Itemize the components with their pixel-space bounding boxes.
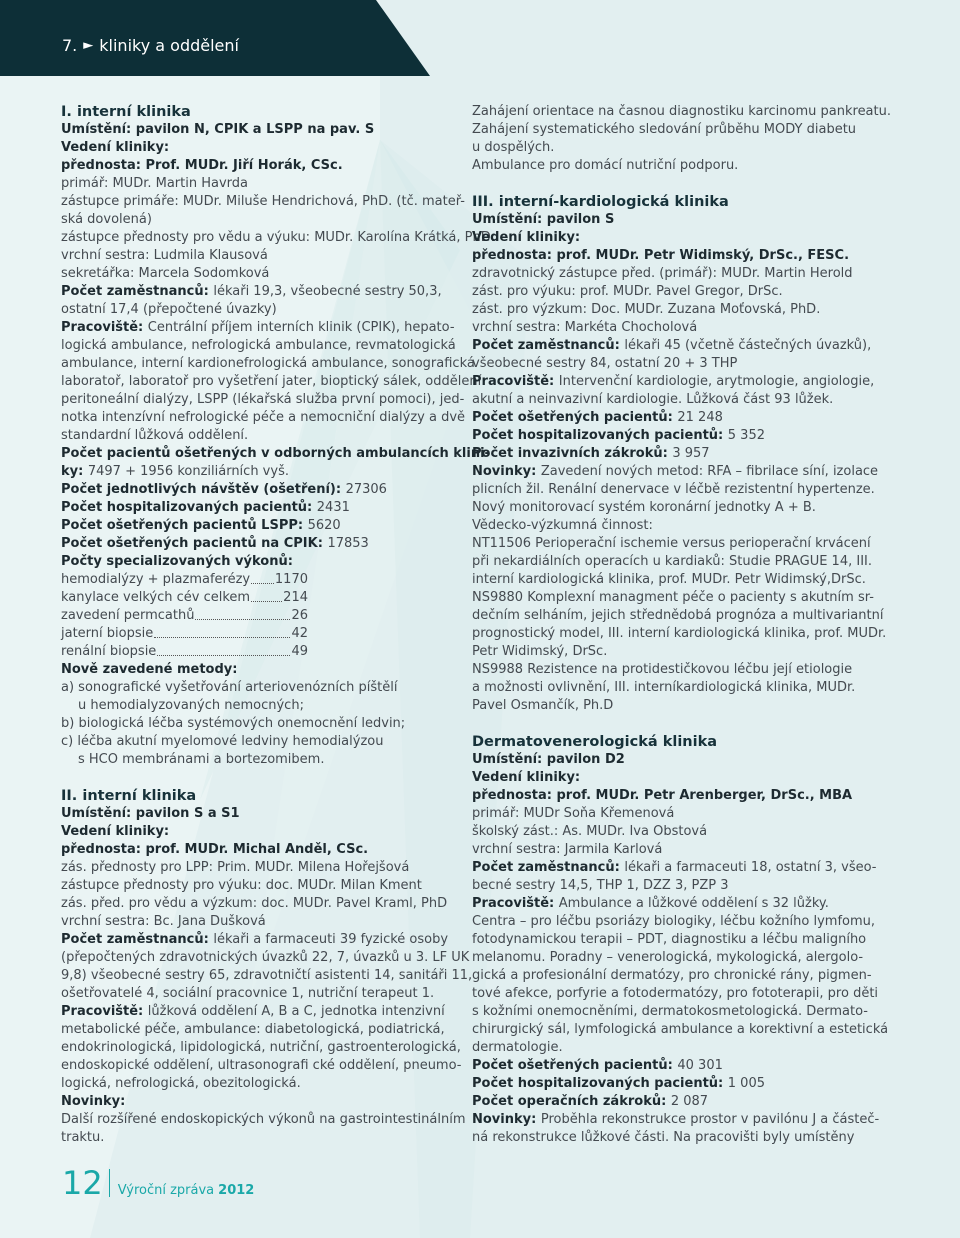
body-text: dermatologie. bbox=[472, 1040, 563, 1055]
text-line bbox=[472, 391, 867, 409]
bold-label: přednosta: prof. MUDr. Petr Widimský, DrSc., FESC. bbox=[472, 248, 850, 263]
body-text: fotodynamickou terapii – PDT, diagnostiku a léčbu maligního bbox=[472, 932, 867, 947]
text-line bbox=[472, 751, 867, 769]
body-text: primář: MUDr. Martin Havrda bbox=[61, 176, 249, 191]
text-line bbox=[61, 1129, 456, 1147]
procedure-row bbox=[61, 643, 308, 661]
bold-label: Počet ošetřených pacientů: bbox=[472, 410, 678, 425]
body-text: Petr Widimský, DrSc. bbox=[472, 644, 608, 659]
text-line bbox=[61, 931, 456, 949]
body-text: ostatní 17,4 (přepočtené úvazky) bbox=[61, 302, 277, 317]
bold-label: Vedení kliniky: bbox=[472, 770, 581, 785]
body-text: zás. před. pro vědu a výzkum: doc. MUDr. Pavel Kraml, PhD bbox=[61, 896, 448, 911]
text-line bbox=[61, 373, 482, 391]
text-line bbox=[472, 967, 872, 985]
text-line bbox=[61, 193, 465, 211]
text-line bbox=[61, 337, 456, 355]
procedure-value: 1170 bbox=[274, 572, 308, 587]
text-line bbox=[472, 1021, 889, 1039]
text-line bbox=[472, 283, 867, 301]
bold-label: Umístění: pavilon S bbox=[472, 212, 615, 227]
bold-label: přednosta: prof. MUDr. Michal Anděl, CSc. bbox=[61, 842, 369, 857]
text-line bbox=[472, 841, 867, 859]
text-line bbox=[472, 913, 876, 931]
bold-label: Počet zaměstnanců: bbox=[472, 860, 625, 875]
procedure-row bbox=[61, 571, 308, 589]
body-text: školský zást.: As. MUDr. Iva Obstová bbox=[472, 824, 708, 839]
bold-label: Počet zaměstnanců: bbox=[61, 284, 214, 299]
text-line bbox=[472, 787, 867, 805]
text-line bbox=[61, 805, 456, 823]
bold-label: Počet ošetřených pacientů: bbox=[472, 1058, 678, 1073]
footer-separator bbox=[109, 1169, 110, 1197]
text-line bbox=[61, 481, 456, 499]
bold-label: Novinky: bbox=[472, 1112, 541, 1127]
text-line bbox=[472, 859, 877, 877]
body-text: Nový monitorovací systém koronární jednotky A + B. bbox=[472, 500, 816, 515]
text-line bbox=[61, 895, 456, 913]
body-text: laboratoř, laboratoř pro vyšetření jater, bioptický sálek, oddělení bbox=[61, 374, 482, 389]
body-text: NS9988 Rezistence na protidestičkovou léčbu její etiologie bbox=[472, 662, 853, 677]
text-line bbox=[472, 337, 872, 355]
text-line bbox=[61, 985, 456, 1003]
text-line bbox=[61, 157, 456, 175]
text-line bbox=[61, 355, 475, 373]
body-text: gická a profesionální dermatózy, pro chronické rány, pigmen- bbox=[472, 968, 872, 983]
text-line bbox=[472, 229, 867, 247]
body-text: (přepočtených zdravotnických úvazků 22, 7, úvazků u 3. LF UK bbox=[61, 950, 470, 965]
bold-label: ky: bbox=[61, 464, 88, 479]
text-line bbox=[472, 823, 867, 841]
text-line bbox=[61, 409, 466, 427]
body-text: tové afekce, porfyrie a fotodermatózy, pro fototerapii, pro děti bbox=[472, 986, 879, 1001]
text-line bbox=[61, 1093, 456, 1111]
text-line bbox=[61, 553, 456, 571]
text-line bbox=[61, 175, 456, 193]
text-line bbox=[472, 985, 879, 1003]
procedure-value: 214 bbox=[283, 590, 308, 605]
text-line bbox=[61, 733, 456, 751]
text-line bbox=[61, 823, 456, 841]
section-heading: I. interní klinika bbox=[61, 104, 191, 120]
procedure-row bbox=[61, 625, 308, 643]
body-text: chirurgický sál, lymfologická ambulance a korektivní a estetická bbox=[472, 1022, 889, 1037]
text-line bbox=[472, 535, 871, 553]
procedure-label: zavedení permcathů bbox=[61, 608, 195, 623]
bold-label: Počet zaměstnanců: bbox=[472, 338, 625, 353]
text-line bbox=[472, 1111, 880, 1129]
text-line bbox=[61, 139, 456, 157]
body-text: interní kardiologická klinika, prof. MUDr. Petr Widimský,DrSc. bbox=[472, 572, 866, 587]
bold-label: Počet pacientů ošetřených v odborných ambulancích klini- bbox=[61, 446, 490, 461]
bold-label: Umístění: pavilon S a S1 bbox=[61, 806, 240, 821]
body-text: u dospělých. bbox=[472, 140, 555, 155]
body-text: NS9880 Komplexní managment péče o pacienty s akutním sr- bbox=[472, 590, 874, 605]
bold-label: Počet hospitalizovaných pacientů: bbox=[61, 500, 317, 515]
body-text: plicních žil. Renální denervace v léčbě rezistentní hypertenze. bbox=[472, 482, 875, 497]
text-line bbox=[472, 1129, 867, 1147]
text-line bbox=[472, 625, 887, 643]
indented-line bbox=[61, 751, 456, 769]
text-line bbox=[472, 877, 867, 895]
body-text: všeobecné sestry 84, ostatní 20 + 3 THP bbox=[472, 356, 738, 371]
body-text: 17853 bbox=[327, 536, 369, 551]
body-text: ská dovolená) bbox=[61, 212, 152, 227]
arrow-right-icon: ► bbox=[83, 38, 94, 53]
bold-label: Novinky: bbox=[472, 464, 541, 479]
text-line bbox=[61, 517, 456, 535]
body-text: becné sestry 14,5, THP 1, DZZ 3, PZP 3 bbox=[472, 878, 729, 893]
right-column bbox=[472, 103, 891, 1147]
body-text: Zahájení orientace na časnou diagnostiku karcinomu pankreatu. bbox=[472, 104, 891, 119]
text-line bbox=[61, 463, 456, 481]
body-text: zástupce přednosty pro vědu a výuku: MUDr. Karolína Krátká, PhD. bbox=[61, 230, 495, 245]
body-text: logická ambulance, nefrologická ambulance, revmatologická bbox=[61, 338, 456, 353]
body-text: ambulance, interní kardionefrologická ambulance, sonografická bbox=[61, 356, 475, 371]
body-text: primář: MUDr Soňa Křemenová bbox=[472, 806, 675, 821]
section-heading: III. interní-kardiologická klinika bbox=[472, 194, 729, 210]
text-line bbox=[472, 895, 867, 913]
body-text: zdravotnický zástupce před. (primář): MUDr. Martin Herold bbox=[472, 266, 853, 281]
text-line bbox=[61, 247, 456, 265]
left-column bbox=[61, 103, 495, 1147]
footer-year: 2012 bbox=[218, 1183, 255, 1198]
body-text: endoskopické oddělení, ultrasonografi cké oddělení, pneumo- bbox=[61, 1058, 462, 1073]
text-line bbox=[61, 913, 456, 931]
text-line bbox=[472, 319, 867, 337]
body-text: logická, nefrologická, obezitologická. bbox=[61, 1076, 301, 1091]
body-text: 5620 bbox=[307, 518, 341, 533]
body-text: 1 005 bbox=[727, 1076, 765, 1091]
text-line bbox=[61, 715, 456, 733]
text-line bbox=[472, 661, 867, 679]
body-text: zást. pro výuku: prof. MUDr. Pavel Gregor, DrSc. bbox=[472, 284, 783, 299]
body-text: 5 352 bbox=[727, 428, 765, 443]
section-header bbox=[62, 36, 239, 55]
text-line bbox=[472, 265, 867, 283]
body-text: 7497 + 1956 konziliárních vyš. bbox=[87, 464, 289, 479]
text-line bbox=[472, 1039, 867, 1057]
text-line bbox=[472, 481, 875, 499]
body-text: a) sonografické vyšetřování arteriovenózních píštělí bbox=[61, 680, 398, 695]
text-line bbox=[61, 301, 456, 319]
text-line bbox=[472, 517, 867, 535]
body-text: zás. přednosty pro LPP: Prim. MUDr. Milena Hořejšová bbox=[61, 860, 410, 875]
text-line bbox=[472, 1093, 867, 1111]
text-line bbox=[61, 1057, 462, 1075]
text-line bbox=[61, 391, 465, 409]
text-line bbox=[61, 949, 470, 967]
body-text: lékaři a farmaceuti 18, ostatní 3, všeo- bbox=[624, 860, 877, 875]
bold-label: Pracoviště: bbox=[61, 1004, 148, 1019]
body-text: 2431 bbox=[316, 500, 350, 515]
bold-label: Pracoviště: bbox=[472, 374, 559, 389]
text-line bbox=[472, 931, 867, 949]
procedure-label: jaterní biopsie bbox=[61, 626, 154, 641]
procedure-value: 26 bbox=[291, 608, 308, 623]
body-text: Proběhla rekonstrukce prostor v pavilónu J a částeč- bbox=[540, 1112, 880, 1127]
section-heading: II. interní klinika bbox=[61, 788, 197, 804]
body-text: peritoneální dialýzy, LSPP (lékařská služba první pomoci), jed- bbox=[61, 392, 465, 407]
body-text: Centra – pro léčbu psoriázy biologiky, léčbu kožního lymfomu, bbox=[472, 914, 876, 929]
text-line bbox=[61, 427, 456, 445]
text-line bbox=[472, 121, 867, 139]
body-text: standardní lůžková oddělení. bbox=[61, 428, 249, 443]
text-line bbox=[61, 283, 456, 301]
body-text: zástupce primáře: MUDr. Miluše Hendrichová, PhD. (tč. mateř- bbox=[61, 194, 465, 209]
bold-label: Počet ošetřených pacientů LSPP: bbox=[61, 518, 308, 533]
text-line bbox=[472, 1075, 867, 1093]
body-text: melanomu. Poradny – venerologická, mykologická, alergolo- bbox=[472, 950, 864, 965]
dot-leader bbox=[251, 589, 282, 602]
text-line bbox=[472, 1057, 867, 1075]
bold-label: Pracoviště: bbox=[472, 896, 559, 911]
bold-label: Počty specializovaných výkonů: bbox=[61, 554, 293, 569]
bold-label: Vedení kliniky: bbox=[472, 230, 581, 245]
text-line bbox=[61, 1003, 456, 1021]
bold-label: přednosta: prof. MUDr. Petr Arenberger, DrSc., MBA bbox=[472, 788, 853, 803]
bold-label: Nově zavedené metody: bbox=[61, 662, 238, 677]
body-text: vrchní sestra: Markéta Chocholová bbox=[472, 320, 698, 335]
text-line bbox=[61, 265, 456, 283]
text-line bbox=[61, 877, 456, 895]
text-line bbox=[472, 445, 867, 463]
body-text: vrchní sestra: Bc. Jana Dušková bbox=[61, 914, 266, 929]
text-line bbox=[472, 301, 867, 319]
text-line bbox=[61, 1039, 461, 1057]
body-text: notka intenzívní nefrologické péče a nemocniční dialýzy a dvě bbox=[61, 410, 466, 425]
body-text: vrchní sestra: Ludmila Klausová bbox=[61, 248, 268, 263]
body-text: 3 957 bbox=[672, 446, 710, 461]
body-text: s kožními onemocněními, dermatokosmetologická. Dermato- bbox=[472, 1004, 868, 1019]
body-text: b) biologická léčba systémových onemocnění ledvin; bbox=[61, 716, 406, 731]
dot-leader bbox=[157, 643, 290, 656]
body-text: traktu. bbox=[61, 1130, 105, 1145]
body-text: Intervenční kardiologie, arytmologie, angiologie, bbox=[558, 374, 875, 389]
text-line bbox=[472, 355, 867, 373]
body-text: a možnosti ovlivnění, III. interníkardiologická klinika, MUDr. bbox=[472, 680, 856, 695]
body-text: endokrinologická, lipidologická, nutriční, gastroenterologická, bbox=[61, 1040, 461, 1055]
text-line bbox=[61, 1021, 456, 1039]
procedure-label: renální biopsie bbox=[61, 644, 157, 659]
text-line bbox=[61, 499, 456, 517]
text-line bbox=[472, 571, 867, 589]
section-number: 7. bbox=[62, 36, 78, 55]
footer-title: Výroční zpráva bbox=[117, 1183, 215, 1198]
text-line bbox=[61, 661, 456, 679]
body-text: dečním selháním, jejich střednědobá prognóza a multivariantní bbox=[472, 608, 884, 623]
procedure-label: hemodialýzy + plazmaferézy bbox=[61, 572, 251, 587]
text-line bbox=[472, 805, 867, 823]
text-line bbox=[472, 247, 867, 265]
text-line bbox=[472, 949, 867, 967]
bold-label: Pracoviště: bbox=[61, 320, 148, 335]
text-line bbox=[61, 967, 473, 985]
text-line bbox=[472, 211, 867, 229]
body-text: Pavel Osmančík, Ph.D bbox=[472, 698, 614, 713]
text-line bbox=[61, 121, 456, 139]
bold-label: Umístění: pavilon N, CPIK a LSPP na pav. S bbox=[61, 122, 375, 137]
procedure-row bbox=[61, 589, 308, 607]
bold-label: Počet zaměstnanců: bbox=[61, 932, 214, 947]
body-text: s HCO membránami a bortezomibem. bbox=[78, 752, 325, 767]
body-text: lékaři 45 (včetně částečných úvazků), bbox=[624, 338, 872, 353]
text-line bbox=[472, 427, 867, 445]
bold-label: Počet operačních zákroků: bbox=[472, 1094, 671, 1109]
text-line bbox=[472, 1003, 867, 1021]
body-text: c) léčba akutní myelomové ledviny hemodialýzou bbox=[61, 734, 384, 749]
dot-leader bbox=[195, 607, 290, 620]
text-line bbox=[472, 373, 875, 391]
bold-label: Umístění: pavilon D2 bbox=[472, 752, 625, 767]
text-line bbox=[61, 211, 456, 229]
body-text: 21 248 bbox=[677, 410, 723, 425]
body-text: Vědecko-výzkumná činnost: bbox=[472, 518, 653, 533]
body-text: vrchní sestra: Jarmila Karlová bbox=[472, 842, 663, 857]
body-text: 2 087 bbox=[670, 1094, 709, 1109]
body-text: při nekardiálních operacích u kardiaků: Studie PRAGUE 14, III. bbox=[472, 554, 872, 569]
body-text: 27306 bbox=[345, 482, 387, 497]
body-text: 40 301 bbox=[677, 1058, 723, 1073]
bold-label: přednosta: Prof. MUDr. Jiří Horák, CSc. bbox=[61, 158, 343, 173]
body-text: Zavedení nových metod: RFA – fibrilace síní, izolace bbox=[540, 464, 879, 479]
procedure-value: 49 bbox=[291, 644, 308, 659]
body-text: Ambulance a lůžkové oddělení s 32 lůžky. bbox=[558, 896, 829, 911]
bold-label: Počet jednotlivých návštěv (ošetření): bbox=[61, 482, 346, 497]
text-line bbox=[472, 607, 884, 625]
text-line bbox=[61, 229, 495, 247]
body-text: akutní a neinvazivní kardiologie. Lůžková část 93 lůžek. bbox=[472, 392, 834, 407]
body-text: 9,8) všeobecné sestry 65, zdravotničtí asistenti 14, sanitáři 11, bbox=[61, 968, 473, 983]
body-text: u hemodialyzovaných nemocných; bbox=[78, 698, 304, 713]
bold-label: Novinky: bbox=[61, 1094, 126, 1109]
text-line bbox=[472, 769, 867, 787]
bold-label: Počet ošetřených pacientů na CPIK: bbox=[61, 536, 328, 551]
body-text: NT11506 Perioperační ischemie versus perioperační krvácení bbox=[472, 536, 871, 551]
spacer bbox=[61, 769, 456, 787]
text-line bbox=[472, 157, 867, 175]
text-line bbox=[61, 1075, 456, 1093]
dot-leader bbox=[154, 625, 290, 638]
text-line bbox=[61, 535, 456, 553]
body-text: Další rozšířené endoskopických výkonů na gastrointestinálním bbox=[61, 1112, 466, 1127]
text-line bbox=[472, 553, 872, 571]
text-line bbox=[61, 1111, 466, 1129]
text-line bbox=[472, 409, 867, 427]
bold-label: Počet hospitalizovaných pacientů: bbox=[472, 428, 728, 443]
body-text: zást. pro výzkum: Doc. MUDr. Zuzana Moťovská, PhD. bbox=[472, 302, 821, 317]
body-text: lékaři 19,3, všeobecné sestry 50,3, bbox=[213, 284, 442, 299]
body-text: Centrální příjem interních klinik (CPIK), hepato- bbox=[147, 320, 455, 335]
procedure-label: kanylace velkých cév celkem bbox=[61, 590, 251, 605]
body-text: Ambulance pro domácí nutriční podporu. bbox=[472, 158, 739, 173]
spacer bbox=[472, 715, 867, 733]
text-line bbox=[61, 859, 456, 877]
indented-line bbox=[61, 697, 456, 715]
page-number: 12 bbox=[62, 1164, 103, 1202]
text-line bbox=[472, 679, 867, 697]
body-text: lékaři a farmaceuti 39 fyzické osoby bbox=[213, 932, 449, 947]
text-line bbox=[472, 139, 867, 157]
text-line bbox=[472, 463, 879, 481]
dot-leader bbox=[251, 571, 274, 584]
text-line bbox=[61, 679, 456, 697]
text-line bbox=[472, 697, 867, 715]
text-line bbox=[472, 499, 867, 517]
body-text: metabolické péče, ambulance: diabetologická, podiatrická, bbox=[61, 1022, 445, 1037]
bold-label: Počet invazivních zákroků: bbox=[472, 446, 673, 461]
text-line bbox=[61, 319, 456, 337]
body-text: prognostický model, III. interní kardiologická klinika, prof. MUDr. bbox=[472, 626, 887, 641]
text-line bbox=[61, 841, 456, 859]
bold-label: Počet hospitalizovaných pacientů: bbox=[472, 1076, 728, 1091]
section-title: kliniky a oddělení bbox=[99, 36, 239, 55]
body-text: ná rekonstrukce lůžkové části. Na pracovišti byly umístěny bbox=[472, 1130, 855, 1145]
body-text: sekretářka: Marcela Sodomková bbox=[61, 266, 270, 281]
body-text: lůžková oddělení A, B a C, jednotka intenzivní bbox=[147, 1004, 445, 1019]
text-line bbox=[61, 445, 490, 463]
text-line bbox=[472, 103, 891, 121]
body-text: Zahájení systematického sledování průběhu MODY diabetu bbox=[472, 122, 857, 137]
spacer bbox=[472, 175, 867, 193]
text-line bbox=[472, 589, 874, 607]
section-heading: Dermatovenerologická klinika bbox=[472, 734, 718, 750]
bold-label: Vedení kliniky: bbox=[61, 824, 170, 839]
body-text: ošetřovatelé 4, sociální pracovnice 1, nutriční terapeut 1. bbox=[61, 986, 435, 1001]
body-text: zástupce přednosty pro výuku: doc. MUDr. Milan Kment bbox=[61, 878, 422, 893]
procedure-value: 42 bbox=[291, 626, 308, 641]
page-footer bbox=[62, 1166, 254, 1200]
procedure-row bbox=[61, 607, 308, 625]
bold-label: Vedení kliniky: bbox=[61, 140, 170, 155]
text-line bbox=[472, 643, 867, 661]
